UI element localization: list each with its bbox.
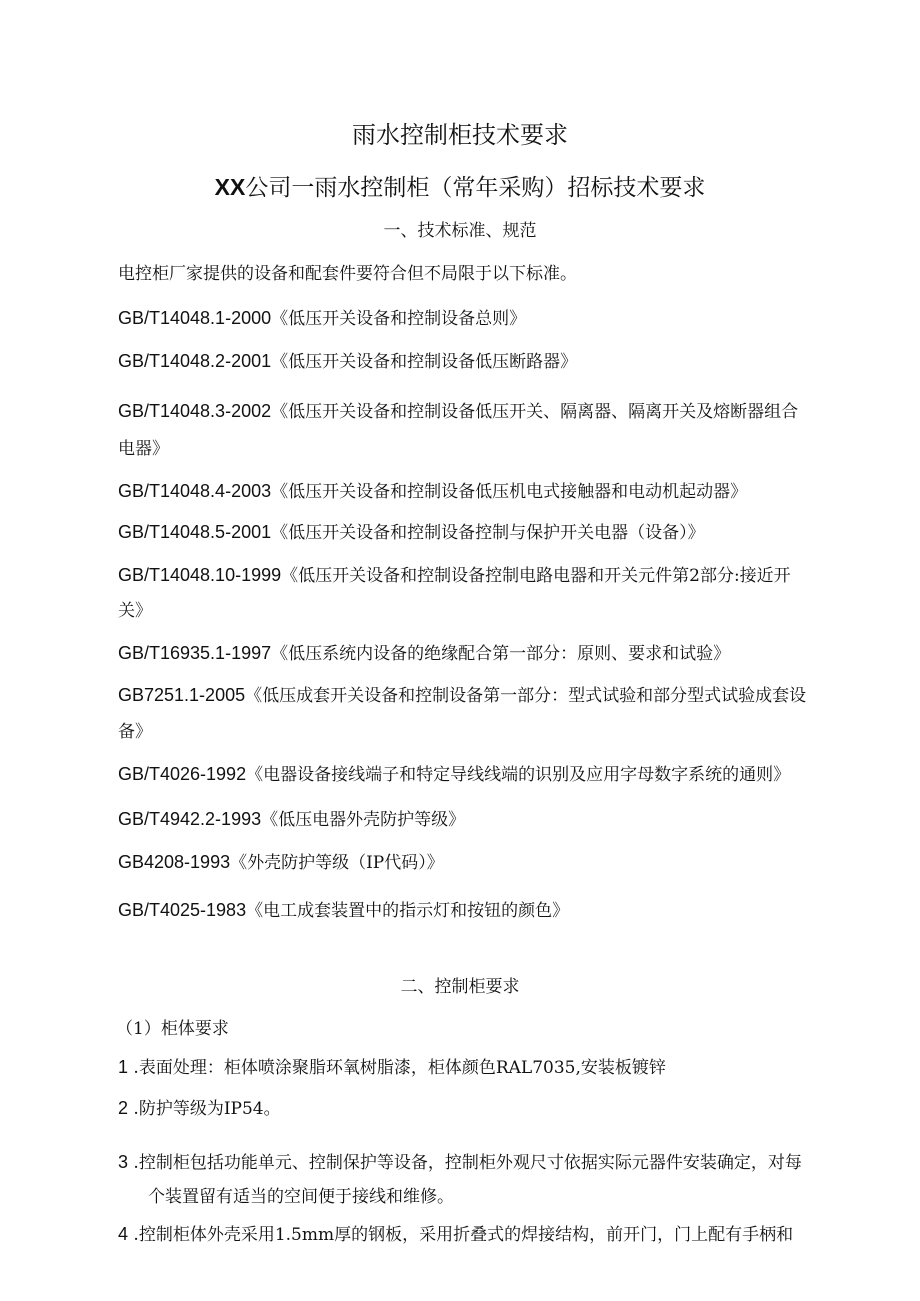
- standard-code: GB4208-1993: [118, 852, 231, 872]
- standard-title: 《电工成套装置中的指示灯和按钮的颜色》: [246, 901, 570, 921]
- standard-code: GB/T14048.4-2003: [118, 481, 272, 501]
- standard-code: GB/T4942.2-1993: [118, 809, 262, 829]
- subtitle-prefix: XX: [214, 174, 246, 200]
- item-text: .控制柜体外壳采用1.5mm厚的钢板，采用折叠式的焊接结构，前开门，门上配有手柄和: [133, 1225, 794, 1245]
- item-number: 2: [118, 1098, 129, 1118]
- standard-code: GB/T4026-1992: [118, 764, 247, 784]
- item-number: 1: [118, 1057, 129, 1077]
- standard-title: 《低压开关设备和控制设备总则》: [271, 309, 527, 329]
- item-number: 3: [118, 1152, 129, 1172]
- item-text: .表面处理：柜体喷涂聚脂环氧树脂漆，柜体颜色RAL7035,安装板镀锌: [133, 1058, 666, 1078]
- standard-title: 《低压开关设备和控制设备控制电路电器和开关元件第2部分:接近开: [281, 566, 791, 586]
- subsection-heading: （1）柜体要求: [116, 1019, 229, 1039]
- item-number: 4: [118, 1224, 129, 1244]
- standard-title: 《低压开关设备和控制设备控制与保护开关电器（设备）》: [271, 523, 705, 543]
- standard-code: GB/T14048.1-2000: [118, 308, 272, 328]
- standard-code: GB/T14048.10-1999: [118, 565, 282, 585]
- standard-title: 《低压开关设备和控制设备低压断路器》: [271, 352, 578, 372]
- item-text: .防护等级为IP54。: [133, 1099, 281, 1119]
- standard-title: 《低压开关设备和控制设备低压开关、隔离器、隔离开关及熔断器组合: [271, 402, 799, 422]
- list-item: [118, 1097, 281, 1120]
- section-heading-cabinet: 二、控制柜要求: [400, 977, 520, 997]
- doc-title: 雨水控制柜技术要求: [352, 121, 568, 149]
- standard-line: [118, 808, 465, 831]
- standard-title: 《电器设备接线端子和特定导线线端的识别及应用字母数字系统的通则》: [246, 765, 791, 785]
- list-item: [118, 1223, 793, 1246]
- standard-code: GB/T14048.3-2002: [118, 401, 272, 421]
- standard-line: [118, 899, 569, 922]
- list-item: [118, 1151, 802, 1174]
- standard-line: [118, 350, 577, 373]
- standard-code: GB/T14048.5-2001: [118, 522, 272, 542]
- standard-continuation: 备》: [118, 722, 152, 742]
- standard-code: GB/T4025-1983: [118, 900, 247, 920]
- standard-line: [118, 564, 791, 587]
- list-item: [118, 1056, 666, 1079]
- standard-title: 《低压电器外壳防护等级》: [261, 810, 466, 830]
- standard-line: [118, 642, 730, 665]
- standard-continuation: 关》: [118, 601, 152, 621]
- standard-title: 《低压系统内设备的绝缘配合第一部分：原则、要求和试验》: [271, 644, 731, 664]
- subtitle-rest: 公司一雨水控制柜（常年采购）招标技术要求: [245, 175, 706, 201]
- standard-title: 《低压成套开关设备和控制设备第一部分：型式试验和部分型式试验成套设: [245, 686, 807, 706]
- intro-paragraph: 电控柜厂家提供的设备和配套件要符合但不局限于以下标准。: [118, 264, 577, 284]
- standard-line: [118, 851, 444, 874]
- standard-line: [118, 480, 747, 503]
- list-item-continuation: 个装置留有适当的空间便于接线和维修。: [148, 1187, 454, 1207]
- item-text: .控制柜包括功能单元、控制保护等设备，控制柜外观尺寸依据实际元器件安装确定，对每: [133, 1153, 802, 1173]
- standard-code: GB/T16935.1-1997: [118, 643, 272, 663]
- standard-line: [118, 521, 705, 544]
- standard-title: 《外壳防护等级（IP代码）》: [230, 853, 444, 873]
- standard-line: [118, 400, 798, 423]
- standard-continuation: 电器》: [118, 439, 169, 459]
- section-heading-standards: 一、技术标准、规范: [383, 221, 537, 241]
- standard-code: GB/T14048.2-2001: [118, 351, 272, 371]
- standard-code: GB7251.1-2005: [118, 685, 246, 705]
- standard-line: [118, 307, 526, 330]
- standard-line: [118, 763, 790, 786]
- standard-line: [118, 684, 806, 707]
- doc-subtitle: [0, 172, 920, 203]
- standard-title: 《低压开关设备和控制设备低压机电式接触器和电动机起动器》: [271, 482, 748, 502]
